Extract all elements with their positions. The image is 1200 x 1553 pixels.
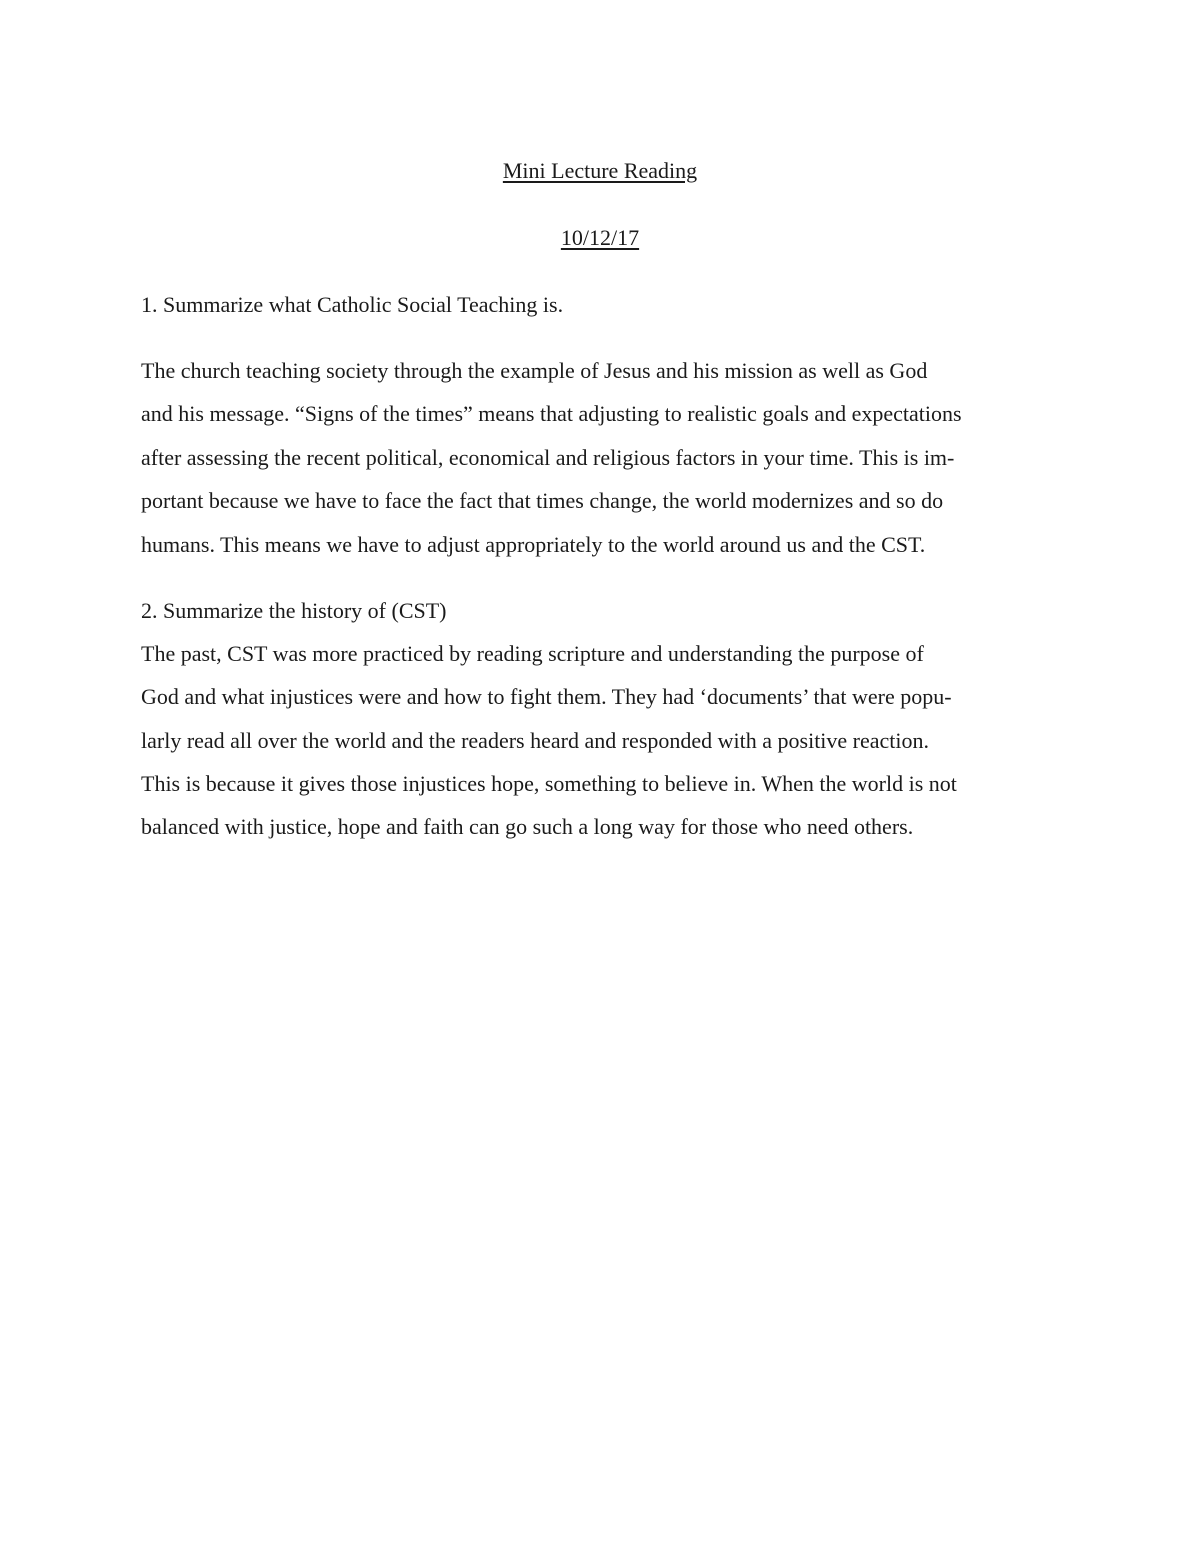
- answer-1-line: portant because we have to face the fact that times change, the world modernizes and so do: [141, 488, 944, 513]
- document-date: 10/12/17: [560, 225, 640, 250]
- answer-2-line: larly read all over the world and the readers heard and responded with a positive reaction.: [141, 728, 930, 753]
- question-2: 2. Summarize the history of (CST): [141, 598, 447, 623]
- question-1: 1. Summarize what Catholic Social Teaching is.: [141, 292, 564, 317]
- answer-2-line: God and what injustices were and how to fight them. They had ‘documents’ that were popu-: [141, 684, 952, 709]
- document-title: Mini Lecture Reading: [502, 158, 698, 183]
- answer-1-line: The church teaching society through the example of Jesus and his mission as well as God: [141, 358, 928, 383]
- answer-1-line: humans. This means we have to adjust appropriately to the world around us and the CST.: [141, 532, 926, 557]
- answer-1-line: and his message. “Signs of the times” means that adjusting to realistic goals and expectations: [141, 401, 962, 426]
- answer-2-line: balanced with justice, hope and faith can go such a long way for those who need others.: [141, 814, 914, 839]
- answer-2-line: The past, CST was more practiced by reading scripture and understanding the purpose of: [141, 641, 924, 666]
- answer-2-line: This is because it gives those injustices hope, something to believe in. When the world is not: [141, 771, 957, 796]
- answer-1-line: after assessing the recent political, economical and religious factors in your time. This is im-: [141, 445, 955, 470]
